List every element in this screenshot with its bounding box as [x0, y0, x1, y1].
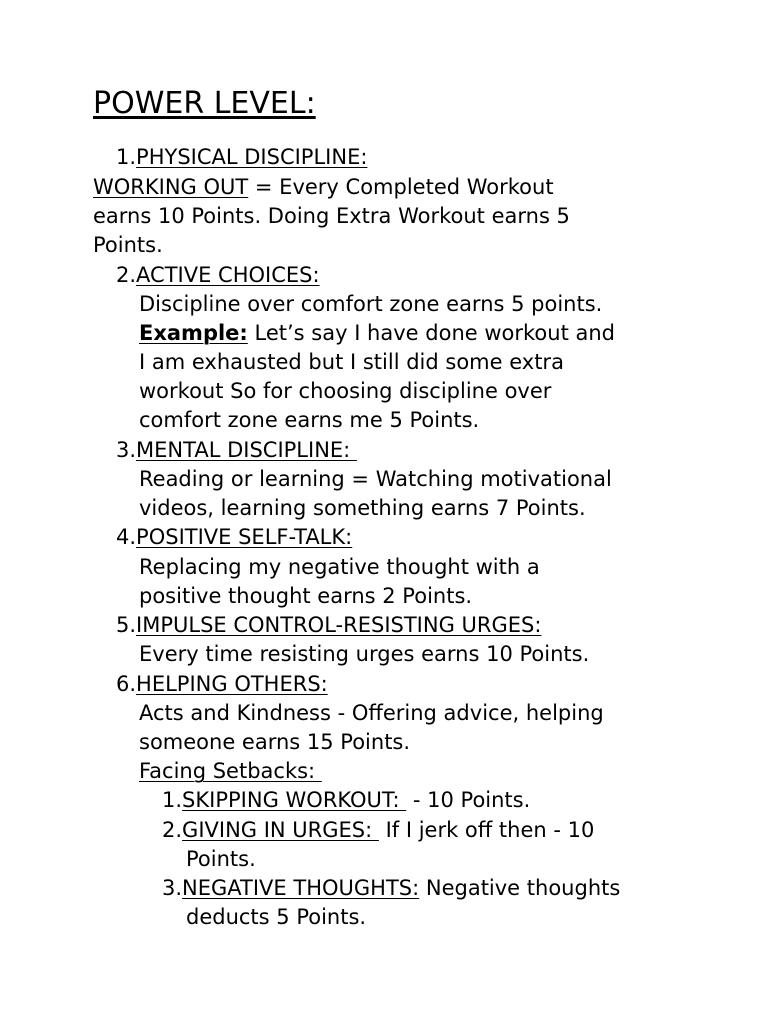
sub-label-working-out: WORKING OUT	[93, 175, 249, 199]
setback-label-giving-in-urges: GIVING IN URGES:	[182, 818, 379, 842]
setback-item-2-line	[162, 816, 594, 845]
setbacks-heading: Facing Setbacks:	[139, 759, 322, 783]
list-item-3-heading-line	[116, 436, 357, 465]
setback-item-2-line-2: Points.	[186, 847, 256, 871]
setback-item-3-line	[162, 874, 620, 903]
list-number: 2.	[116, 263, 137, 287]
list-item-2-body-line-4: workout So for choosing discipline over	[139, 379, 552, 403]
list-number: 6.	[116, 672, 137, 696]
list-number: 4.	[116, 525, 137, 549]
list-item-3-body-line-1: Reading or learning = Watching motivational	[139, 467, 612, 491]
list-item-1-body-line-2: earns 10 Points. Doing Extra Workout earns 5	[93, 204, 570, 228]
list-item-4-body-line-2: positive thought earns 2 Points.	[139, 584, 473, 608]
list-item-5-body-line-1: Every time resisting urges earns 10 Points.	[139, 642, 590, 666]
list-number: 3.	[116, 438, 137, 462]
list-item-4-body-line-1: Replacing my negative thought with a	[139, 555, 540, 579]
section-heading-physical-discipline: PHYSICAL DISCIPLINE:	[136, 145, 368, 169]
section-heading-positive-self-talk: POSITIVE SELF-TALK:	[136, 525, 353, 549]
list-item-6-body-line-2: someone earns 15 Points.	[139, 730, 411, 754]
list-number: 3.	[162, 876, 183, 900]
setback-label-skipping-workout: SKIPPING WORKOUT:	[182, 788, 407, 812]
list-item-1-body-line-1	[93, 173, 554, 202]
list-item-1-body-line-3: Points.	[93, 233, 163, 257]
list-item-2-heading-line	[116, 261, 320, 290]
section-heading-mental-discipline: MENTAL DISCIPLINE:	[136, 438, 357, 462]
list-item-5-heading-line	[116, 611, 541, 640]
list-item-4-heading-line	[116, 523, 352, 552]
list-item-2-body-line-1: Discipline over comfort zone earns 5 points.	[139, 292, 603, 316]
list-item-2-body-line-3: I am exhausted but I still did some extra	[139, 350, 564, 374]
body-text: = Every Completed Workout	[248, 175, 554, 199]
page-title: POWER LEVEL:	[93, 86, 316, 121]
setback-text: If I jerk off then - 10	[378, 818, 595, 842]
body-text: Let’s say I have done workout and	[247, 321, 615, 345]
list-item-3-body-line-2: videos, learning something earns 7 Points.	[139, 496, 586, 520]
section-heading-impulse-control: IMPULSE CONTROL-RESISTING URGES:	[136, 613, 542, 637]
section-heading-active-choices: ACTIVE CHOICES:	[136, 263, 320, 287]
setback-label-negative-thoughts: NEGATIVE THOUGHTS:	[182, 876, 420, 900]
list-item-2-body-line-5: comfort zone earns me 5 Points.	[139, 408, 480, 432]
list-item-1-heading-line	[116, 143, 367, 172]
setback-item-3-line-2: deducts 5 Points.	[186, 905, 367, 929]
setback-item-1-line	[162, 786, 530, 815]
setback-text: Negative thoughts	[419, 876, 621, 900]
list-number: 5.	[116, 613, 137, 637]
list-item-6-heading-line	[116, 670, 328, 699]
list-item-6-body-line-1: Acts and Kindness - Offering advice, helping	[139, 701, 604, 725]
list-number: 1.	[116, 145, 137, 169]
example-label: Example:	[139, 321, 248, 345]
section-heading-helping-others: HELPING OTHERS:	[136, 672, 328, 696]
setback-text: - 10 Points.	[406, 788, 531, 812]
list-item-2-body-line-2	[139, 319, 615, 348]
list-number: 2.	[162, 818, 183, 842]
list-number: 1.	[162, 788, 183, 812]
